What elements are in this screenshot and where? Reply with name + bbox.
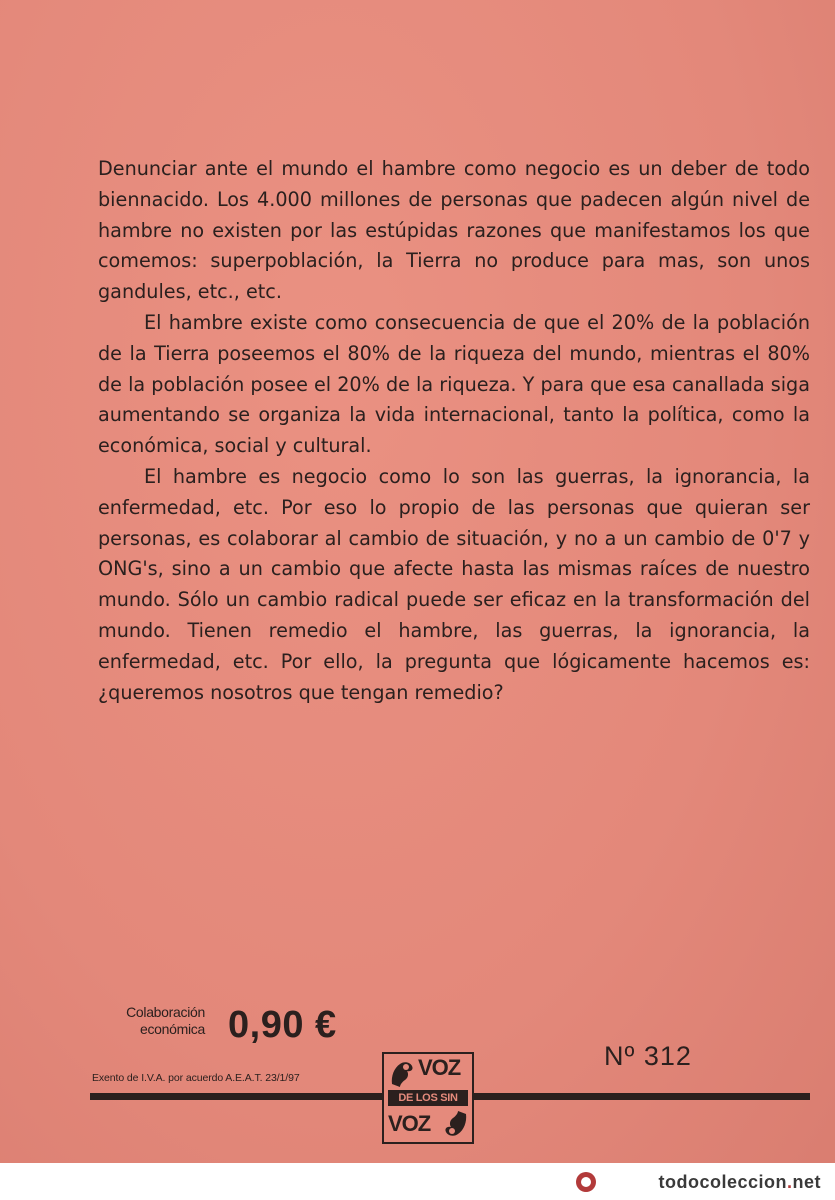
body-text [98, 154, 810, 708]
issue-number: Nº 312 [604, 1041, 692, 1071]
paragraph-1: Denunciar ante el mundo el hambre como negocio es un deber de todo biennacido. Los 4.000 millones de personas que padecen algún nivel de hambre no existen por las estúpidas razones que manifestamos los que comemos: superpoblación, la Tierra no produce para mas, son unos gandules, etc., etc. [98, 157, 810, 304]
figure-icon [442, 1110, 470, 1140]
watermark-main: todocoleccion [658, 1172, 787, 1192]
watermark-dot: . [786, 1172, 793, 1192]
colaboracion-line-2: económica [139, 1021, 205, 1037]
colaboracion-label [90, 1004, 205, 1038]
watermark-text [658, 1172, 821, 1193]
logo-line-1: VOZ [418, 1055, 461, 1080]
figure-icon [388, 1058, 416, 1088]
paragraph-2: El hambre existe como consecuencia de que el 20% de la población de la Tierra poseemos el 80% de la riqueza del mundo, mientras el 80% de la población posee el 20% de la riqueza. Y para que esa canallada siga aumentando se organiza la vida internacional, tanto la política, como la económica, social y cultural. [98, 310, 810, 458]
voz-de-los-sin-voz-logo [382, 1052, 474, 1144]
logo-line-2: DE LOS SIN [388, 1090, 468, 1106]
vat-exemption-note: Exento de I.V.A. por acuerdo A.E.A.T. 23/1/97 [92, 1072, 300, 1084]
price: 0,90 € [228, 1004, 337, 1046]
paragraph-3: El hambre es negocio como lo son las guerras, la ignorancia, la enfermedad, etc. Por eso lo propio de las personas que quieran ser personas, es colaborar al cambio de situación, y no a un cambio de 0'7 y ONG's, sino a un cambio que afecte hasta las mismas raíces de nuestro mundo. Sólo un cambio radical puede ser eficaz en la transformación del mundo. Tienen remedio el hambre, las guerras, la ignorancia, la enfermedad, etc. Por ello, la pregunta que lógicamente hacemos es: ¿queremos nosotros que tengan remedio? [98, 464, 810, 704]
watermark-logo-icon [575, 1171, 597, 1193]
watermark-end: net [792, 1172, 821, 1192]
colaboracion-line-1: Colaboración [126, 1004, 205, 1020]
logo-line-3: VOZ [388, 1111, 431, 1136]
